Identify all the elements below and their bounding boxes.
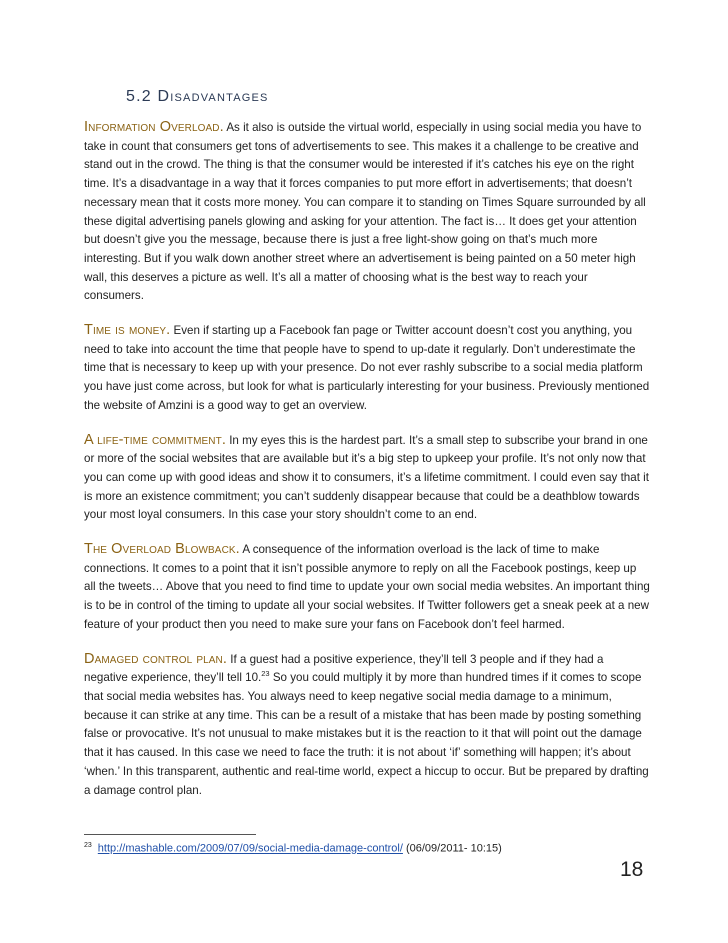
footnote-link[interactable]: http://mashable.com/2009/07/09/social-media-damage-control/ <box>97 842 403 855</box>
paragraph-information-overload <box>84 118 650 306</box>
paragraph-body: As it also is outside the virtual world, especially in using social media you have to take in count that consumers get tons of advertisements to see. This makes it a challenge to be creative and stand out in the crowd. The thing is that the consumer would be interested if it’s catches his eye on the right time. It’s a disadvantage in a way that it forces companies to put more effort in advertisements; that doesn’t necessary mean that it costs more money. You can compare it to standing on Times Square surrounded by all these digital advertising panels glowing and asking for your attention. The fact is… It does get your attention but doesn’t give you the message, because there is just a free light-show going on that’s much more interesting. But if you walk down another street where an advertisement is being painted on a 50 meter high wall, this deserves a picture as well. It’s all a matter of choosing what is the best way to reach your consumers. <box>84 121 646 303</box>
paragraph-title: A life-time commitment. <box>84 431 226 448</box>
paragraph-time-is-money <box>84 321 650 416</box>
paragraph-body: Even if starting up a Facebook fan page or Twitter account doesn’t cost you anything, you need to take into account the time that people have to spend to up-date it regularly. Don’t underestimate the time that is necessary to keep up with your presence. Do not ever rashly subscribe to a social media platform you have just come across, but look for what is particularly interesting for your business. Previously mentioned the website of Amzini is a good way to get an overview. <box>84 324 650 412</box>
footnote-number: 23 <box>84 842 92 849</box>
paragraph-body: In my eyes this is the hardest part. It’s a small step to subscribe your brand in one or more of the social websites that are available but it’s a big step to upkeep your profile. It’s not only now that you can come up with good ideas and show it to consumers, it’s a lifetime commitment. I could even say that it is more an existence commitment; you can’t suddenly disappear because that could be a deathblow towards your most loyal consumers. In this case your story shouldn’t come to an end. <box>84 433 649 522</box>
paragraph-overload-blowback <box>84 540 650 635</box>
paragraph-title: Information Overload. <box>84 119 224 135</box>
footnote-reference[interactable]: 23 <box>261 669 270 679</box>
paragraph-title: Time is money. <box>84 322 171 339</box>
paragraph-body: If a guest had a positive experience, they’ll tell 3 people and if they had a negative experience, they’ll tell 10. <box>84 652 604 685</box>
paragraph-lifetime-commitment <box>84 431 650 526</box>
paragraph-title: The Overload Blowback. <box>84 541 240 558</box>
section-heading: 5.2 Disadvantages <box>126 88 269 105</box>
footnote-divider <box>84 834 256 835</box>
footnote <box>84 842 502 855</box>
paragraph-title: Damaged control plan. <box>84 650 228 667</box>
paragraph-body: A consequence of the information overload is the lack of time to make connections. It comes to a point that it isn’t possible anymore to reply on all the Facebook postings, keep up all the tweets… Above that you need to find time to update your own social media websites. An important thing is to be in control of the timing to update all your social websites. If Twitter followers get a sneak peek at a new feature of your product then you need to make sure your fans on Facebook don’t feel harmed. <box>84 543 650 631</box>
footnote-date: (06/09/2011- 10:15) <box>402 842 502 855</box>
paragraph-body-continued: So you could multiply it by more than hundred times if it comes to scope that social media websites has. You always need to keep negative social media damage to a minimum, because it can strike at any time. This can be a result of a mistake that has been made by posting something false or provocative. It’s not unusual to make mistakes but it is the reaction to it that will point out the damage that it has caused. In this case we need to face the truth: it is not about ‘if’ something will happen; it’s about ‘when.’ In this transparent, authentic and real-time world, expect a hiccup to occur. But be prepared by drafting a damage control plan. <box>84 671 649 797</box>
paragraph-damage-control <box>84 650 650 801</box>
body-content <box>84 118 650 815</box>
page-number: 18 <box>620 858 644 881</box>
